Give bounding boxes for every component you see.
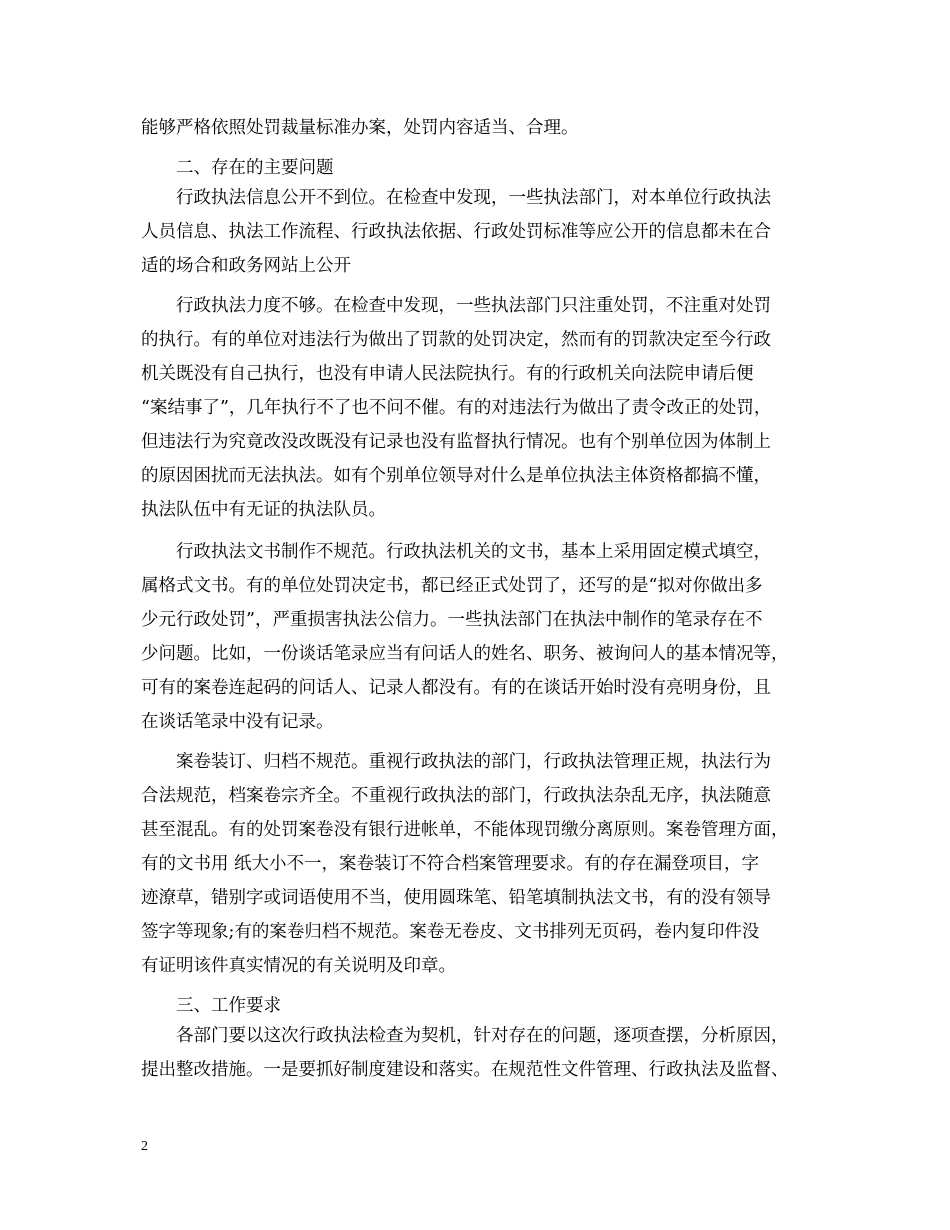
section-heading: 二、存在的主要问题 — [176, 158, 334, 178]
body-text-line: 迹潦草，错别字或词语使用不当，使用圆珠笔、铅笔填制执法文书，有的没有领导 — [141, 888, 771, 908]
body-text-line: 能够严格依照处罚裁量标准办案，处罚内容适当、合理。 — [141, 118, 579, 138]
paragraph-first-line: 案卷装订、归档不规范。重视行政执法的部门，行政执法管理正规，执法行为 — [176, 752, 771, 772]
body-text-line: 签字等现象;有的案卷归档不规范。案卷无卷皮、文书排列无页码，卷内复印件没 — [141, 922, 760, 942]
body-text-line: 合法规范，档案卷宗齐全。不重视行政执法的部门，行政执法杂乱无序，执法随意 — [141, 786, 771, 806]
body-text-line: 甚至混乱。有的处罚案卷没有银行进帐单，不能体现罚缴分离原则。案卷管理方面， — [141, 820, 789, 840]
paragraph-first-line: 行政执法文书制作不规范。行政执法机关的文书，基本上采用固定模式填空， — [176, 542, 771, 562]
body-text-line: 属格式文书。有的单位处罚决定书，都已经正式处罚了，还写的是“拟对你做出多 — [141, 576, 763, 596]
body-text-line: 执法队伍中有无证的执法队员。 — [141, 500, 386, 520]
paragraph-first-line: 各部门要以这次行政执法检查为契机，针对存在的问题，逐项查摆，分析原因， — [176, 1026, 789, 1046]
paragraph-first-line: 行政执法力度不够。在检查中发现，一些执法部门只注重处罚，不注重对处罚 — [176, 296, 771, 316]
body-text-line: 提出整改措施。一是要抓好制度建设和落实。在规范性文件管理、行政执法及监督、 — [141, 1060, 789, 1080]
body-text-line: 适的场合和政务网站上公开 — [141, 256, 351, 276]
body-text-line: 人员信息、执法工作流程、行政执法依据、行政处罚标准等应公开的信息都未在合 — [141, 222, 771, 242]
body-text-line: 有的文书用 纸大小不一，案卷装订不符合档案管理要求。有的存在漏登项目，字 — [141, 854, 760, 874]
section-heading: 三、工作要求 — [176, 996, 281, 1016]
body-text-line: “案结事了”，几年执行不了也不问不催。有的对违法行为做出了责令改正的处罚， — [141, 398, 772, 418]
paragraph-first-line: 行政执法信息公开不到位。在检查中发现，一些执法部门，对本单位行政执法 — [176, 188, 771, 208]
body-text-line: 少问题。比如，一份谈话笔录应当有问话人的姓名、职务、被询问人的基本情况等， — [141, 644, 789, 664]
body-text-line: 但违法行为究竟改没改既没有记录也没有监督执行情况。也有个别单位因为体制上 — [141, 432, 771, 452]
body-text-line: 可有的案卷连起码的问话人、记录人都没有。有的在谈话开始时没有亮明身份，且 — [141, 678, 771, 698]
body-text-line: 机关既没有自己执行，也没有申请人民法院执行。有的行政机关向法院申请后便 — [141, 364, 754, 384]
body-text-line: 有证明该件真实情况的有关说明及印章。 — [141, 956, 456, 976]
body-text-line: 的原因困扰而无法执法。如有个别单位领导对什么是单位执法主体资格都搞不懂， — [141, 466, 771, 486]
body-text-line: 的执行。有的单位对违法行为做出了罚款的处罚决定，然而有的罚款决定至今行政 — [141, 330, 771, 350]
page-number: 2 — [141, 1139, 148, 1154]
body-text-line: 少元行政处罚”，严重损害执法公信力。一些执法部门在执法中制作的笔录存在不 — [141, 610, 763, 630]
body-text-line: 在谈话笔录中没有记录。 — [141, 712, 334, 732]
